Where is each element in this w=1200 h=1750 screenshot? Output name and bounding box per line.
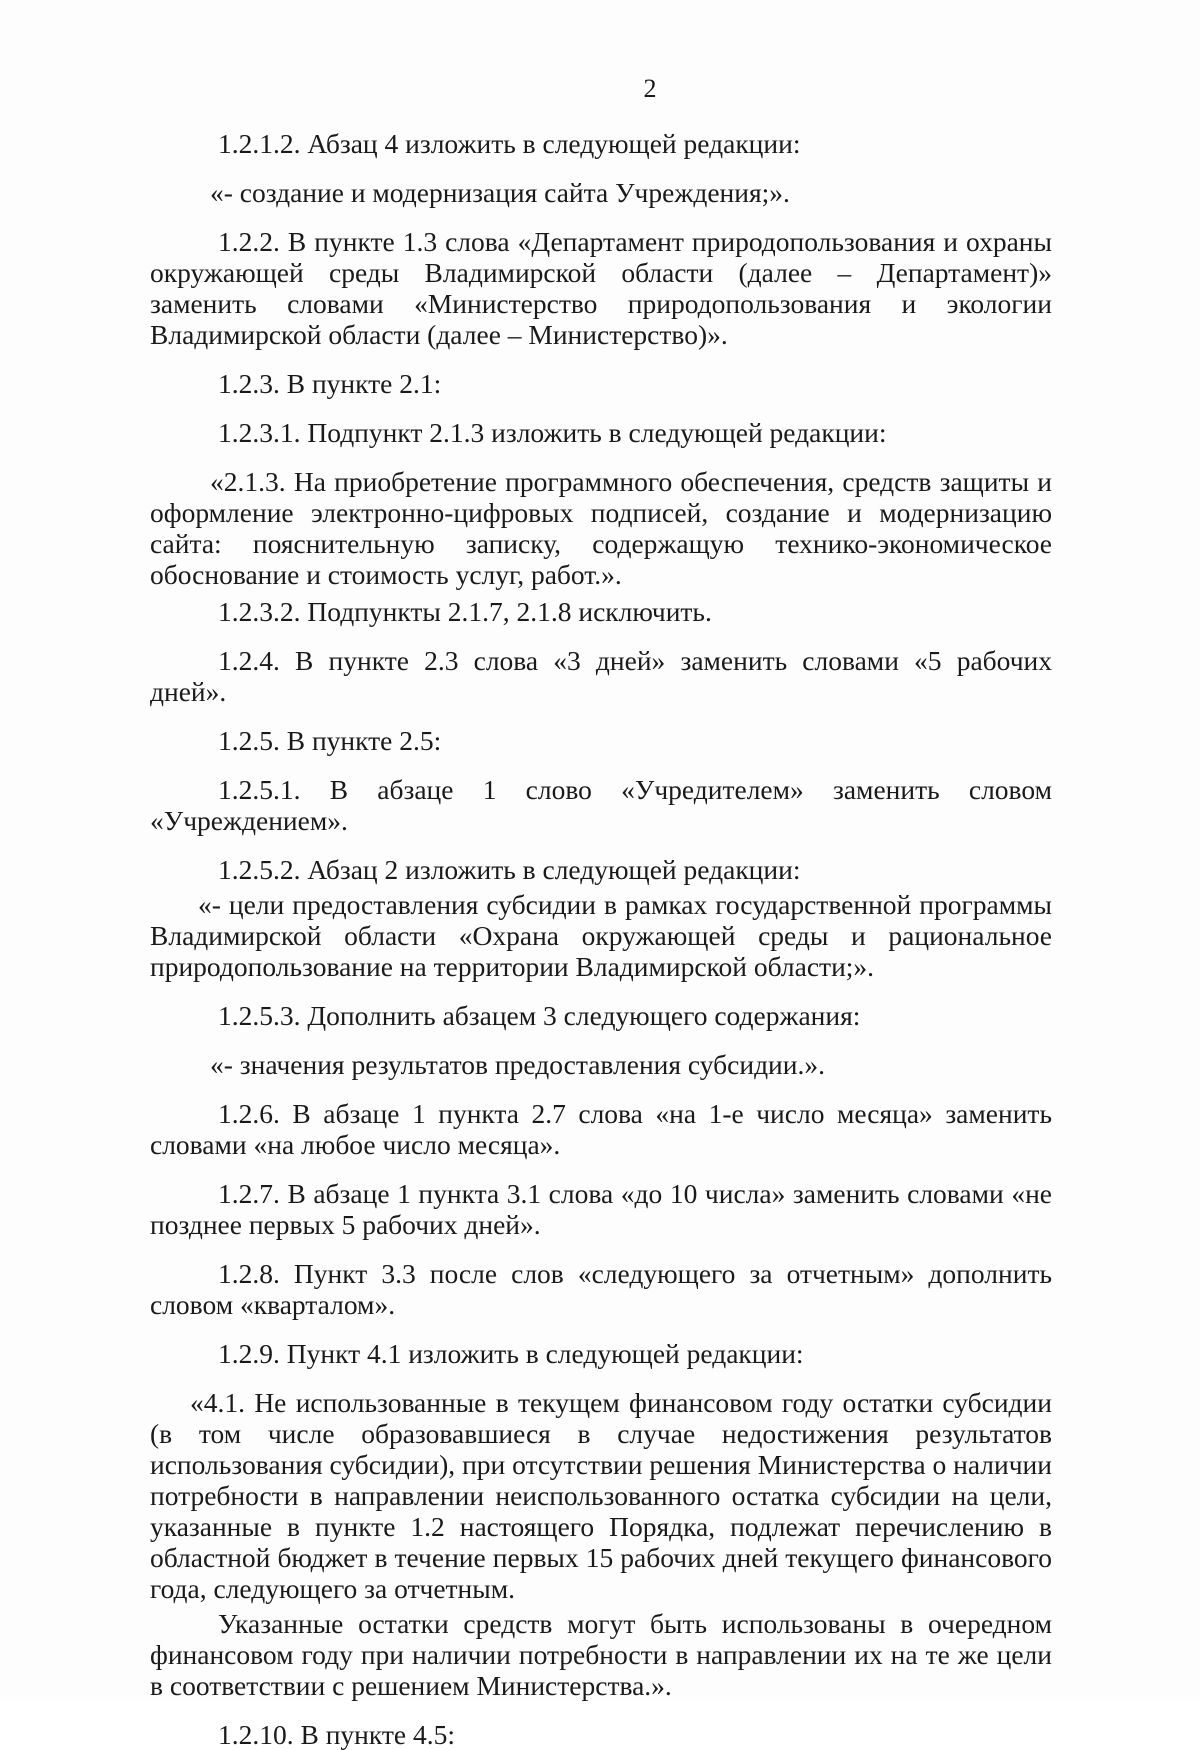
paragraph-quote-goals: «- цели предоставления субсидии в рамках государственной программы Владимирской области «Охрана окружающей среды и рациональное природопользование на территории Владимирской области;». bbox=[150, 889, 1052, 982]
page-number: 2 bbox=[643, 74, 657, 103]
paragraph-quote-site: «- создание и модернизация сайта Учреждения;». bbox=[210, 177, 790, 208]
paragraph-quote-2-1-3: «2.1.3. На приобретение программного обеспечения, средств защиты и оформление электронно-цифровых подписей, создание и модернизацию сайта: пояснительную записку, содержащую технико-экономическое обоснование и стоимость услуг, работ.». bbox=[150, 466, 1052, 590]
paragraph-1-2-10: 1.2.10. В пункте 4.5: bbox=[218, 1719, 456, 1750]
paragraph-1-2-4: 1.2.4. В пункте 2.3 слова «3 дней» заменить словами «5 рабочих дней». bbox=[150, 645, 1052, 707]
document-body bbox=[150, 128, 1052, 1750]
paragraph-1-2-5: 1.2.5. В пункте 2.5: bbox=[218, 725, 442, 756]
paragraph-1-2-2: 1.2.2. В пункте 1.3 слова «Департамент природопользования и охраны окружающей среды Владимирской области (далее – Департамент)» заменить словами «Министерство природопользования и экологии Владимирской области (далее – Министерство)». bbox=[150, 226, 1052, 350]
paragraph-1-2-6: 1.2.6. В абзаце 1 пункта 2.7 слова «на 1-е число месяца» заменить словами «на любое число месяца». bbox=[150, 1098, 1052, 1160]
paragraph-1-2-3-2: 1.2.3.2. Подпункты 2.1.7, 2.1.8 исключить. bbox=[218, 596, 712, 627]
paragraph-1-2-3: 1.2.3. В пункте 2.1: bbox=[218, 368, 442, 399]
paragraph-1-2-3-1: 1.2.3.1. Подпункт 2.1.3 изложить в следующей редакции: bbox=[218, 417, 887, 448]
paragraph-quote-4-1: «4.1. Не использованные в текущем финансовом году остатки субсидии (в том числе образовавшиеся в случае недостижения результатов использования субсидии), при отсутствии решения Министерства о наличии потребности в направлении неиспользованного остатка субсидии на цели, указанные в пункте 1.2 настоящего Порядка, подлежат перечислению в областной бюджет в течение первых 15 рабочих дней текущего финансового года, следующего за отчетным. bbox=[150, 1387, 1052, 1604]
paragraph-1-2-7: 1.2.7. В абзаце 1 пункта 3.1 слова «до 10 числа» заменить словами «не позднее первых 5 рабочих дней». bbox=[150, 1178, 1052, 1240]
paragraph-1-2-5-1: 1.2.5.1. В абзаце 1 слово «Учредителем» заменить словом «Учреждением». bbox=[150, 774, 1052, 836]
paragraph-quote-results: «- значения результатов предоставления субсидии.». bbox=[210, 1049, 825, 1080]
paragraph-1-2-5-2: 1.2.5.2. Абзац 2 изложить в следующей редакции: bbox=[218, 854, 801, 885]
paragraph-1-2-9: 1.2.9. Пункт 4.1 изложить в следующей редакции: bbox=[218, 1338, 804, 1369]
paragraph-remaining-funds: Указанные остатки средств могут быть использованы в очередном финансовом году при наличии потребности в направлении их на те же цели в соответствии с решением Министерства.». bbox=[150, 1608, 1052, 1701]
paragraph-1-2-5-3: 1.2.5.3. Дополнить абзацем 3 следующего содержания: bbox=[218, 1000, 861, 1031]
paragraph-1-2-1-2: 1.2.1.2. Абзац 4 изложить в следующей редакции: bbox=[218, 128, 801, 159]
paragraph-1-2-8: 1.2.8. Пункт 3.3 после слов «следующего за отчетным» дополнить словом «кварталом». bbox=[150, 1258, 1052, 1320]
